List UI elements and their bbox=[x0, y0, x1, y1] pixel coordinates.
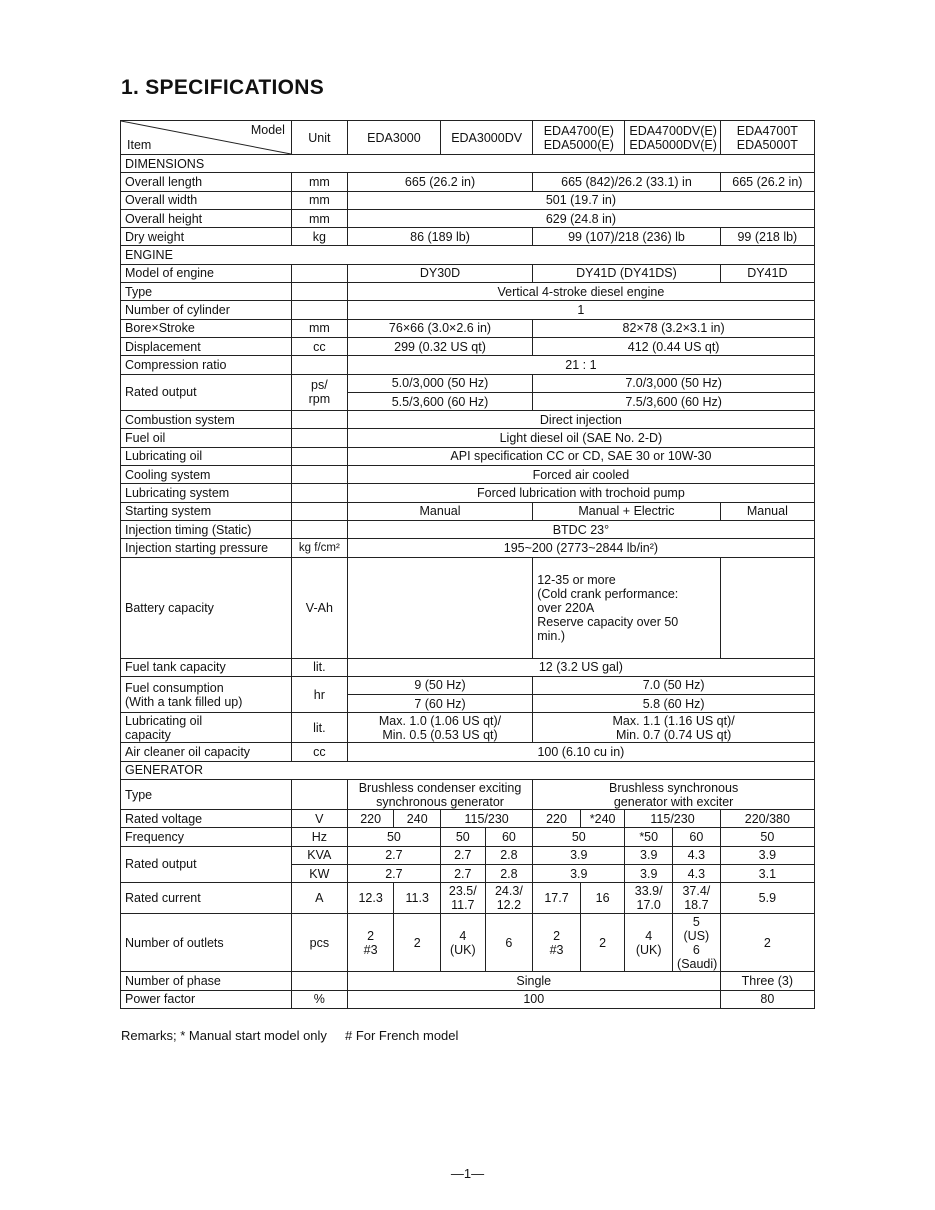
table-row: Air cleaner oil capacity cc 100 (6.10 cu in) bbox=[121, 743, 815, 761]
item-label: Item bbox=[127, 138, 152, 152]
table-row: Fuel oil Light diesel oil (SAE No. 2-D) bbox=[121, 429, 815, 447]
battery-spec: 12-35 or more (Cold crank performance: over 220A Reserve capacity over 50 min.) bbox=[533, 557, 720, 658]
table-row: Overall length mm 665 (26.2 in) 665 (842)/26.2 (33.1) in 665 (26.2 in) bbox=[121, 173, 815, 191]
table-row: Rated current A 12.3 11.3 23.5/ 11.7 24.3/ 12.2 17.7 16 33.9/ 17.0 37.4/ 18.7 5.9 bbox=[121, 883, 815, 914]
table-row: KW 2.7 2.7 2.8 3.9 3.9 4.3 3.1 bbox=[121, 864, 815, 882]
section-dimensions: DIMENSIONS bbox=[121, 155, 815, 173]
table-row: Compression ratio 21 : 1 bbox=[121, 356, 815, 374]
table-row: Starting system Manual Manual + Electric Manual bbox=[121, 502, 815, 520]
col-eda4700dve: EDA4700DV(E) EDA5000DV(E) bbox=[625, 121, 720, 155]
section-row bbox=[121, 155, 815, 173]
table-row: Displacement cc 299 (0.32 US qt) 412 (0.44 US qt) bbox=[121, 337, 815, 355]
section-generator: GENERATOR bbox=[121, 761, 815, 779]
table-row: Number of outlets pcs 2 #3 2 4 (UK) 6 2 #3 2 4 (UK) 5 (US) 6 (Saudi) 2 bbox=[121, 914, 815, 972]
table-row: Type Brushless condenser exciting synchronous generator Brushless synchronous generator with exciter bbox=[121, 780, 815, 810]
table-row: Rated output KVA 2.7 2.7 2.8 3.9 3.9 4.3 3.9 bbox=[121, 846, 815, 864]
table-row: Lubricating system Forced lubrication with trochoid pump bbox=[121, 484, 815, 502]
section-engine: ENGINE bbox=[121, 246, 815, 264]
table-row: Bore×Stroke mm 76×66 (3.0×2.6 in) 82×78 (3.2×3.1 in) bbox=[121, 319, 815, 337]
specifications-table bbox=[120, 120, 815, 1009]
remarks: Remarks; * Manual start model only # For French model bbox=[121, 1028, 459, 1043]
table-row: 7 (60 Hz) 5.8 (60 Hz) bbox=[121, 695, 815, 713]
table-row: Lubricating oil API specification CC or CD, SAE 30 or 10W-30 bbox=[121, 447, 815, 465]
table-row: Injection starting pressure kg f/cm² 195~200 (2773~2844 lb/in²) bbox=[121, 539, 815, 557]
header-row bbox=[121, 121, 815, 155]
table-row: Model of engine DY30D DY41D (DY41DS) DY41D bbox=[121, 264, 815, 282]
table-row: Rated output ps/ rpm 5.0/3,000 (50 Hz) 7.0/3,000 (50 Hz) bbox=[121, 374, 815, 392]
section-row bbox=[121, 761, 815, 779]
table-row: Combustion system Direct injection bbox=[121, 411, 815, 429]
col-eda4700t: EDA4700T EDA5000T bbox=[720, 121, 814, 155]
table-row: Cooling system Forced air cooled bbox=[121, 466, 815, 484]
col-eda3000: EDA3000 bbox=[347, 121, 440, 155]
table-row: Injection timing (Static) BTDC 23° bbox=[121, 520, 815, 538]
unit-header: Unit bbox=[291, 121, 347, 155]
table-row: Fuel tank capacity lit. 12 (3.2 US gal) bbox=[121, 658, 815, 676]
table-row: Overall height mm 629 (24.8 in) bbox=[121, 209, 815, 227]
table-row: 5.5/3,600 (60 Hz) 7.5/3,600 (60 Hz) bbox=[121, 392, 815, 410]
table-row: Number of cylinder 1 bbox=[121, 301, 815, 319]
table-row: Number of phase Single Three (3) bbox=[121, 972, 815, 990]
table-row: Type Vertical 4-stroke diesel engine bbox=[121, 283, 815, 301]
table-row: Dry weight kg 86 (189 lb) 99 (107)/218 (236) lb 99 (218 lb) bbox=[121, 228, 815, 246]
table-row: Battery capacity V-Ah 12-35 or more (Cold crank performance: over 220A Reserve capacity over 50 min.) bbox=[121, 557, 815, 658]
table-row: Overall width mm 501 (19.7 in) bbox=[121, 191, 815, 209]
page-title: 1. SPECIFICATIONS bbox=[121, 76, 325, 99]
page-number: —1— bbox=[450, 1166, 485, 1181]
table-row: Frequency Hz 50 50 60 50 *50 60 50 bbox=[121, 828, 815, 846]
col-eda3000dv: EDA3000DV bbox=[441, 121, 533, 155]
table-row: Lubricating oil capacity lit. Max. 1.0 (1.06 US qt)/ Min. 0.5 (0.53 US qt) Max. 1.1 (1.16 US qt)/ Min. 0.7 (0.74 US qt) bbox=[121, 713, 815, 743]
model-label: Model bbox=[250, 123, 285, 137]
col-eda4700e: EDA4700(E) EDA5000(E) bbox=[533, 121, 625, 155]
model-item-header bbox=[121, 121, 292, 155]
table-row: Rated voltage V 220 240 115/230 220 *240 115/230 220/380 bbox=[121, 810, 815, 828]
table-row: Fuel consumption (With a tank filled up) hr 9 (50 Hz) 7.0 (50 Hz) bbox=[121, 676, 815, 694]
section-row bbox=[121, 246, 815, 264]
table-row: Power factor % 100 80 bbox=[121, 990, 815, 1008]
